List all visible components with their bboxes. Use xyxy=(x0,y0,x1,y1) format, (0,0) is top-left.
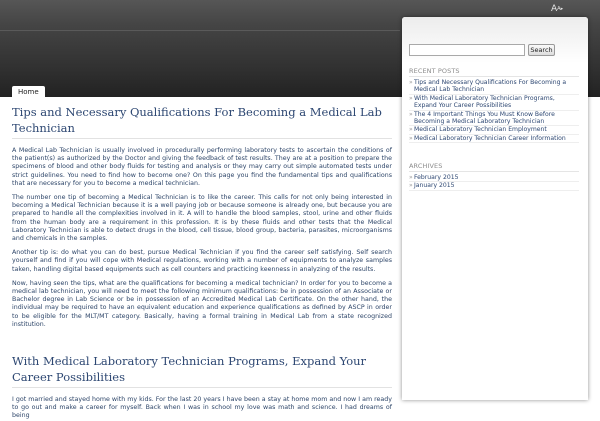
search-button[interactable]: Search xyxy=(528,44,555,56)
list-item xyxy=(409,182,579,190)
post-title xyxy=(12,104,392,139)
list-item xyxy=(409,126,579,134)
archives-title: ARCHIVES xyxy=(409,162,579,172)
post-title-link[interactable]: Tips and Necessary Qualifications For Becoming a Medical Lab Technician xyxy=(12,105,382,135)
bullet-icon: » xyxy=(409,94,413,102)
post-paragraph: Now, having seen the tips, what are the qualifications for becoming a medical technician? In order for you to become a medical lab technician, you will need to meet the following minimum qualifications: be in possession of an Associate or Bachelor degree in Lab Science or be in possession of an Accredited Medical Lab Certificate. On the other hand, the individual may be required to have an equivalent education and experience qualifications as defined by ASCP in order to be eligible for the MLT/MT category. Basically, having a formal training in Medical Lab from a state recognized institution. xyxy=(12,279,392,328)
bullet-icon: » xyxy=(409,110,413,118)
recent-posts-list xyxy=(409,79,579,143)
post-title-link[interactable]: With Medical Laboratory Technician Programs, Expand Your Career Possibilities xyxy=(12,354,367,385)
recent-post-link[interactable]: Medical Laboratory Technician Career Information xyxy=(414,134,566,142)
bullet-icon: » xyxy=(409,134,413,142)
bullet-icon: » xyxy=(409,126,413,134)
list-item xyxy=(409,174,579,182)
font-small-icon: A xyxy=(557,6,561,12)
post xyxy=(12,104,392,329)
font-arrow-icon: ▸ xyxy=(560,6,564,12)
archive-link[interactable]: January 2015 xyxy=(414,182,455,190)
post xyxy=(12,353,392,421)
archive-link[interactable]: February 2015 xyxy=(414,174,459,181)
post-title xyxy=(12,353,392,388)
recent-posts-title: RECENT POSTS xyxy=(409,67,579,77)
bullet-icon: » xyxy=(409,79,413,86)
list-item xyxy=(409,111,579,127)
list-item xyxy=(409,95,579,111)
list-item xyxy=(409,135,579,143)
bullet-icon: » xyxy=(409,182,413,190)
main-content xyxy=(12,104,392,421)
post-paragraph: The number one tip of becoming a Medical Technician is to like the career. This calls for not only being interested in becoming a Medical Technician because it is a well paying job or because someone is already one, but because you are prepared to handle all the complexities involved in it. A will to handle the blood samples, stool, urine and other fluids from the human body are a requirement in this profession. It is by these fluids and other tests that the Medical Laboratory Technician is able to detect drugs in the blood, cell tissue, blood group, bacteria, parasites, microorganisms and chemicals in the samples. xyxy=(12,194,392,243)
nav-tab-home[interactable]: Home xyxy=(12,86,45,98)
main-nav xyxy=(12,86,45,98)
recent-post-link[interactable]: Tips and Necessary Qualifications For Becoming a Medical Lab Technician xyxy=(414,79,567,94)
font-large-icon: A xyxy=(551,4,558,14)
header-divider xyxy=(0,30,400,31)
post-paragraph: I got married and stayed home with my kids. For the last 20 years I have been a stay at home mom and now I am ready to go out and make a career for myself. Back when I was in school my love was math and science. I had dreams of being xyxy=(12,396,392,420)
bullet-icon: » xyxy=(409,174,413,181)
list-item xyxy=(409,79,579,95)
post-paragraph: Another tip is: do what you can do best, pursue Medical Technician if you find the career self satisfying. Self search yourself and find if you will cope with Medical regulations, working with a number of equipments to analyze samples taken, handling digital based equipments such as cell counters and practicing keenness in analyzing of the results. xyxy=(12,249,392,273)
recent-post-link[interactable]: The 4 Important Things You Must Know Before Becoming a Medical Laboratory Technician xyxy=(414,110,555,126)
post-paragraph: A Medical Lab Technician is usually involved in procedurally performing laboratory tests to ascertain the conditions of the patient(s) as authorized by the Doctor and giving the feedback of test results. They are at a position to prepare the specimens of blood and other body fluids for testing and analysis or they may carry out simple automated tests under strict guidelines. You need to find how to become one? On this page you find the fundamental tips and qualifications that are necessary for you to become a medical technician. xyxy=(12,147,392,187)
recent-post-link[interactable]: With Medical Laboratory Technician Programs, Expand Your Career Possibilities xyxy=(414,94,555,110)
recent-post-link[interactable]: Medical Laboratory Technician Employment xyxy=(414,126,547,134)
archives-list xyxy=(409,174,579,191)
search-input[interactable] xyxy=(409,44,525,56)
font-resize-icon[interactable] xyxy=(551,4,563,14)
